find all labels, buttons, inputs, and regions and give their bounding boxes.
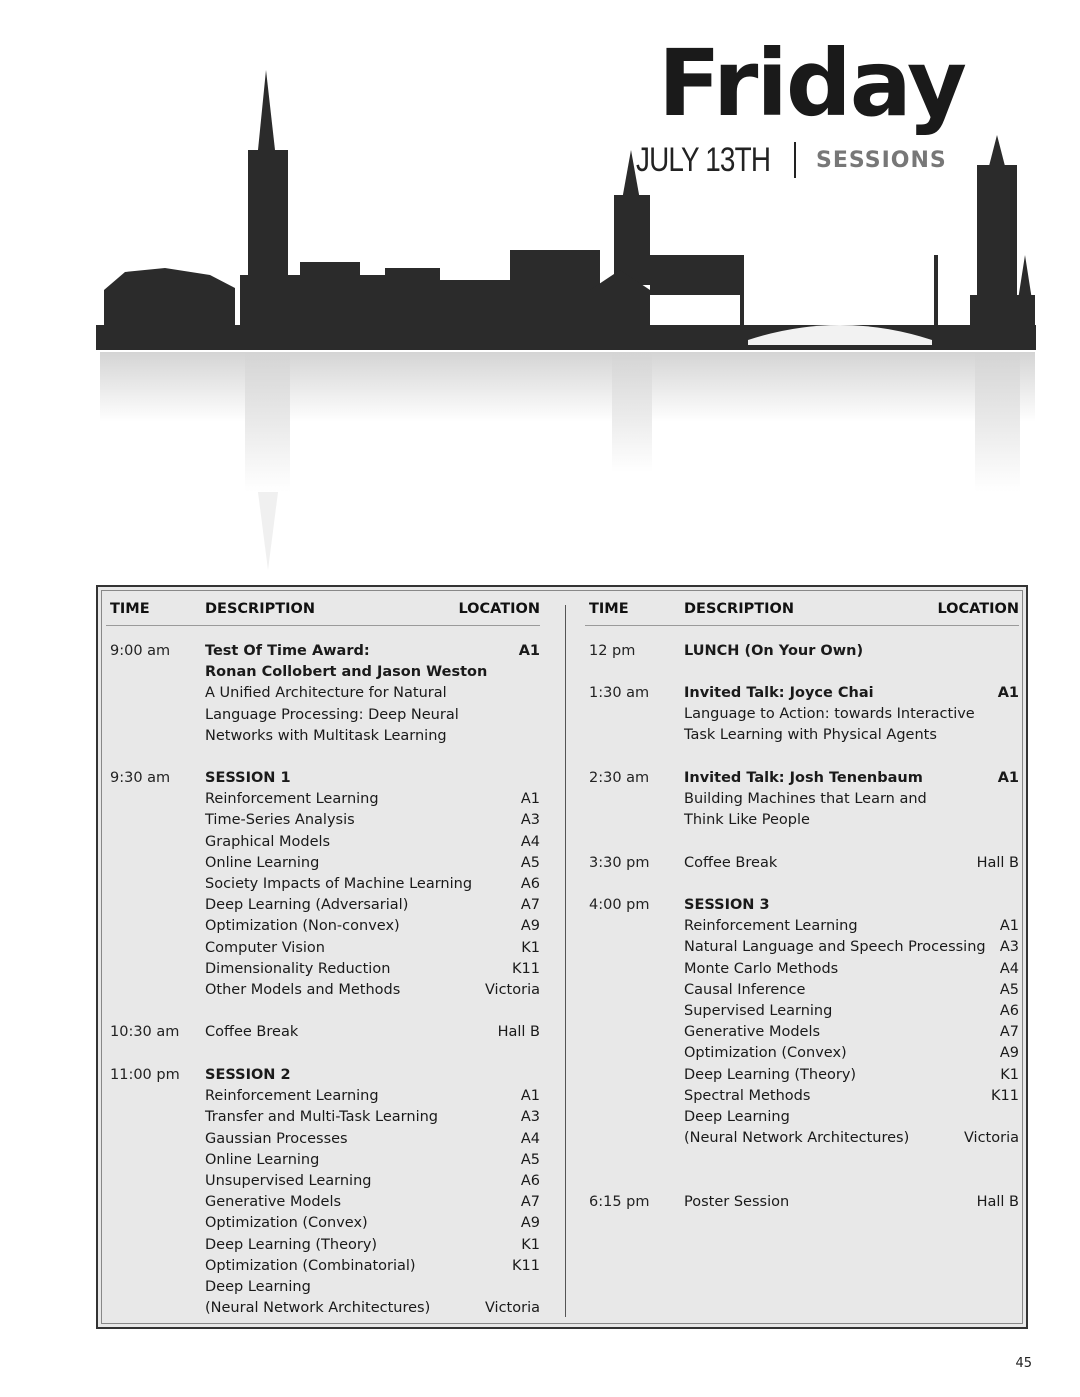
session-line [205,1213,540,1234]
skyline-reflection [100,352,1035,570]
session-line [684,937,1019,958]
session-location: A6 [520,875,540,892]
session-entries [684,1192,1019,1213]
session-location: K11 [991,1087,1019,1104]
session-line [205,874,540,895]
session-time: 4:00 pm [589,897,650,913]
session-line [205,1086,540,1107]
session-description: Online Learning [205,854,320,871]
session-line [684,1107,1019,1128]
session-location: A4 [999,960,1019,977]
session-line [684,810,1019,831]
session-location: A1 [999,918,1019,935]
session-line [684,789,1019,810]
session-line [684,895,1019,916]
session-description: Coffee Break [684,855,778,871]
session-line [205,1065,540,1086]
session-description: Time-Series Analysis [205,812,355,829]
session-line [684,1192,1019,1213]
session-line [205,959,540,980]
session-description: Generative Models [684,1024,821,1041]
session-location: K11 [512,960,540,977]
session-line [684,641,1019,662]
date-line [636,140,947,180]
day-title: Friday [658,30,965,137]
session-location: A3 [999,939,1019,956]
session-time: 1:30 am [589,685,650,701]
session-description: Ronan Collobert and Jason Weston [205,664,488,681]
session-time: 2:30 am [589,770,650,786]
session-description: Networks with Multitask Learning [205,727,447,744]
session-line [205,1298,540,1319]
session-line [205,662,540,683]
session-location: Victoria [963,1130,1019,1147]
session-line [205,768,540,789]
table-header-left [106,601,540,626]
session-description: Graphical Models [205,833,331,850]
session-entries [684,853,1019,874]
session-location: A6 [999,1002,1019,1019]
session-location: A3 [520,812,540,829]
session-location: Hall B [976,1194,1019,1210]
session-line [205,1150,540,1171]
session-location: Hall B [976,855,1019,871]
session-location: A9 [999,1045,1019,1062]
session-description: SESSION 2 [205,1067,291,1083]
session-time: 6:15 pm [589,1194,650,1210]
session-line [205,980,540,1001]
session-description: Dimensionality Reduction [205,960,391,977]
session-location: A6 [520,1172,540,1189]
session-line [205,832,540,853]
session-description: Spectral Methods [684,1087,811,1104]
session-description: Building Machines that Learn and [684,791,927,808]
session-description: (Neural Network Architectures) [684,1130,910,1147]
session-line [205,916,540,937]
session-entries [205,641,540,747]
session-line [684,853,1019,874]
session-description: Computer Vision [205,939,325,956]
session-description: Society Impacts of Machine Learning [205,875,473,892]
session-description: Reinforcement Learning [684,918,858,935]
session-description: Unsupervised Learning [205,1172,372,1189]
session-time: 12 pm [589,643,636,659]
session-location: A1 [520,1088,540,1105]
session-line [684,959,1019,980]
session-location: A1 [997,685,1019,701]
session-entries [205,1022,540,1043]
session-time: 3:30 pm [589,855,650,871]
session-line [205,1235,540,1256]
session-location: A3 [520,1109,540,1126]
session-location: A4 [520,1130,540,1147]
session-location: A5 [520,1151,540,1168]
session-location: A5 [999,981,1019,998]
session-line [684,1086,1019,1107]
session-description: LUNCH (On Your Own) [684,643,864,659]
session-description: Deep Learning (Theory) [205,1236,378,1253]
session-description: Monte Carlo Methods [684,960,839,977]
session-location: K1 [521,939,540,956]
session-location: A7 [999,1024,1019,1041]
session-location: A7 [520,1194,540,1211]
session-description: SESSION 1 [205,770,291,786]
session-description: Optimization (Combinatorial) [205,1257,416,1274]
session-line [205,1256,540,1277]
session-line [684,1065,1019,1086]
session-line [684,768,1019,789]
session-description: Language to Action: towards Interactive [684,706,975,723]
schedule-table [96,585,1028,1329]
session-line [684,1043,1019,1064]
session-entries [684,768,1019,832]
session-line [205,1022,540,1043]
session-description: SESSION 3 [684,897,770,913]
session-description: Coffee Break [205,1024,299,1040]
session-description: Test Of Time Award: [205,643,370,659]
session-description: Transfer and Multi-Task Learning [205,1109,438,1126]
session-location: Victoria [484,1300,540,1317]
header-location: LOCATION [937,601,1019,617]
session-description: Generative Models [205,1194,342,1211]
session-location: K1 [1000,1066,1019,1083]
session-line [684,980,1019,1001]
session-location: A4 [520,833,540,850]
header-time: TIME [110,601,150,617]
session-line [205,726,540,747]
session-line [205,1107,540,1128]
session-line [205,895,540,916]
page-number: 45 [1015,1356,1032,1371]
session-description: Deep Learning [205,1278,311,1295]
session-description: Optimization (Convex) [205,1215,368,1232]
session-line [684,683,1019,704]
session-location: A9 [520,1215,540,1232]
session-description: Optimization (Convex) [684,1045,847,1062]
session-time: 9:30 am [110,770,171,786]
session-entries [205,1065,540,1319]
session-location: A5 [520,854,540,871]
session-description: Deep Learning (Theory) [684,1066,857,1083]
session-line [205,1192,540,1213]
session-line [684,1001,1019,1022]
session-description: Reinforcement Learning [205,791,379,808]
session-location: K11 [512,1257,540,1274]
title-divider [794,142,796,178]
session-time: 11:00 pm [110,1067,180,1083]
session-description: Think Like People [684,812,810,829]
session-line [684,725,1019,746]
session-entries [205,768,540,1001]
column-divider [565,605,566,1317]
session-line [205,938,540,959]
session-description: Gaussian Processes [205,1130,348,1147]
session-location: A1 [518,643,540,659]
session-description: (Neural Network Architectures) [205,1300,431,1317]
session-line [205,853,540,874]
session-entries [684,641,1019,662]
session-description: Deep Learning [684,1108,790,1125]
session-line [684,1128,1019,1149]
session-description: A Unified Architecture for Natural [205,685,447,702]
header-time: TIME [589,601,629,617]
session-location: A9 [520,918,540,935]
session-description: Invited Talk: Joyce Chai [684,685,874,701]
session-time: 9:00 am [110,643,171,659]
session-entries [684,683,1019,747]
session-location: A7 [520,897,540,914]
session-description: Natural Language and Speech Processing [684,939,986,956]
session-description: Reinforcement Learning [205,1088,379,1105]
session-description: Task Learning with Physical Agents [684,727,937,744]
session-location: Victoria [484,981,540,998]
session-location: A1 [520,791,540,808]
session-line [205,1277,540,1298]
sessions-label: SESSIONS [816,147,947,173]
header-description: DESCRIPTION [684,601,794,617]
session-description: Online Learning [205,1151,320,1168]
session-description: Causal Inference [684,981,806,998]
session-line [684,704,1019,725]
session-location: A1 [997,770,1019,786]
session-description: Optimization (Non-convex) [205,918,400,935]
session-line [205,705,540,726]
header-description: DESCRIPTION [205,601,315,617]
session-line [684,1022,1019,1043]
session-line [205,810,540,831]
session-description: Other Models and Methods [205,981,401,998]
session-location: Hall B [497,1024,540,1040]
header-location: LOCATION [458,601,540,617]
session-line [205,1129,540,1150]
session-description: Supervised Learning [684,1002,833,1019]
session-line [205,641,540,662]
session-description: Invited Talk: Josh Tenenbaum [684,770,923,786]
session-time: 10:30 am [110,1024,180,1040]
session-line [205,789,540,810]
session-line [684,916,1019,937]
session-location: K1 [521,1236,540,1253]
session-description: Poster Session [684,1194,790,1210]
session-description: Language Processing: Deep Neural [205,706,459,723]
session-line [205,1171,540,1192]
session-line [205,683,540,704]
date-text: JULY 13TH [636,140,771,179]
table-header-right [585,601,1019,626]
session-description: Deep Learning (Adversarial) [205,897,409,914]
session-entries [684,895,1019,1149]
